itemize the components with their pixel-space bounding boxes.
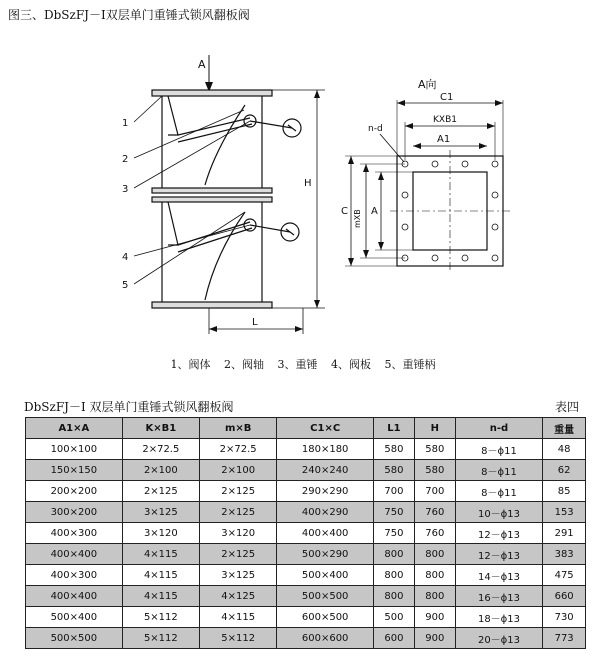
table-cell: 5×112 bbox=[200, 628, 277, 649]
table-cell: 200×200 bbox=[26, 481, 123, 502]
table-cell: 580 bbox=[374, 460, 415, 481]
table-cell: 500×400 bbox=[26, 607, 123, 628]
table-cell: 500 bbox=[374, 607, 415, 628]
table-cell: 400×290 bbox=[277, 502, 374, 523]
label-nd: n-d bbox=[368, 124, 383, 134]
table-cell: 12－ϕ13 bbox=[455, 544, 543, 565]
table-cell: 4×115 bbox=[200, 607, 277, 628]
table-cell: 2×72.5 bbox=[200, 439, 277, 460]
table-cell: 5×112 bbox=[122, 628, 199, 649]
table-cell: 500×500 bbox=[26, 628, 123, 649]
table-cell: 4×115 bbox=[122, 544, 199, 565]
table-cell: 48 bbox=[543, 439, 586, 460]
table-cell: 85 bbox=[543, 481, 586, 502]
table-cell: 153 bbox=[543, 502, 586, 523]
table-row bbox=[26, 607, 586, 628]
table-cell: 400×400 bbox=[26, 586, 123, 607]
table-cell: 3×120 bbox=[122, 523, 199, 544]
table-cell: 760 bbox=[414, 523, 455, 544]
table-cell: 8－ϕ11 bbox=[455, 439, 543, 460]
table-row bbox=[26, 565, 586, 586]
table-row bbox=[26, 586, 586, 607]
table-header-row bbox=[26, 418, 586, 439]
caption-item: 3、重锤 bbox=[277, 358, 318, 371]
table-row bbox=[26, 502, 586, 523]
table-cell: 4×115 bbox=[122, 565, 199, 586]
table-cell: 900 bbox=[414, 607, 455, 628]
table-cell: 2×100 bbox=[200, 460, 277, 481]
table-title: DbSzFJ－Ⅰ 双层单门重锤式锁风翻板阀 bbox=[24, 400, 234, 414]
label-4: 4 bbox=[122, 252, 129, 263]
table-cell: 475 bbox=[543, 565, 586, 586]
label-1: 1 bbox=[122, 118, 129, 129]
label-5: 5 bbox=[122, 280, 129, 291]
table-cell: 100×100 bbox=[26, 439, 123, 460]
table-cell: 580 bbox=[414, 460, 455, 481]
col-header: n-d bbox=[455, 418, 543, 439]
table-row bbox=[26, 481, 586, 502]
table-cell: 12－ϕ13 bbox=[455, 523, 543, 544]
label-view-a: A向 bbox=[418, 78, 437, 91]
table-body bbox=[26, 439, 586, 649]
table-cell: 800 bbox=[414, 586, 455, 607]
table-cell: 600 bbox=[374, 628, 415, 649]
table-cell: 800 bbox=[414, 565, 455, 586]
table-cell: 20－ϕ13 bbox=[455, 628, 543, 649]
table-cell: 773 bbox=[543, 628, 586, 649]
table-cell: 700 bbox=[414, 481, 455, 502]
table-label: 表四 bbox=[555, 400, 580, 414]
caption-item: 2、阀轴 bbox=[224, 358, 264, 371]
table-cell: 2×125 bbox=[122, 481, 199, 502]
table-cell: 240×240 bbox=[277, 460, 374, 481]
label-3: 3 bbox=[122, 184, 129, 195]
table-cell: 383 bbox=[543, 544, 586, 565]
table-row bbox=[26, 628, 586, 649]
label-c1: C1 bbox=[440, 92, 454, 103]
table-cell: 750 bbox=[374, 502, 415, 523]
table-cell: 3×125 bbox=[122, 502, 199, 523]
table-cell: 10－ϕ13 bbox=[455, 502, 543, 523]
table-cell: 580 bbox=[374, 439, 415, 460]
table-cell: 3×120 bbox=[200, 523, 277, 544]
table-cell: 400×300 bbox=[26, 523, 123, 544]
table-cell: 290×290 bbox=[277, 481, 374, 502]
table-cell: 180×180 bbox=[277, 439, 374, 460]
col-header: H bbox=[414, 418, 455, 439]
table-cell: 2×125 bbox=[200, 481, 277, 502]
table-cell: 600×500 bbox=[277, 607, 374, 628]
table-cell: 800 bbox=[374, 586, 415, 607]
table-cell: 500×500 bbox=[277, 586, 374, 607]
caption-item: 5、重锤柄 bbox=[384, 358, 436, 371]
table-cell: 300×200 bbox=[26, 502, 123, 523]
table-cell: 62 bbox=[543, 460, 586, 481]
table-cell: 400×400 bbox=[26, 544, 123, 565]
label-a-side: A bbox=[371, 206, 378, 217]
table-row bbox=[26, 460, 586, 481]
spec-table bbox=[25, 417, 586, 649]
table-cell: 2×72.5 bbox=[122, 439, 199, 460]
table-cell: 700 bbox=[374, 481, 415, 502]
label-kxb1: KXB1 bbox=[433, 115, 457, 125]
table-cell: 900 bbox=[414, 628, 455, 649]
col-header: m×B bbox=[200, 418, 277, 439]
label-arrow-a: A bbox=[198, 58, 206, 71]
table-cell: 600×600 bbox=[277, 628, 374, 649]
label-a1: A1 bbox=[437, 134, 451, 145]
col-header: 重量 bbox=[543, 418, 586, 439]
table-cell: 800 bbox=[414, 544, 455, 565]
caption-item: 1、阀体 bbox=[170, 358, 211, 371]
table-cell: 400×300 bbox=[26, 565, 123, 586]
table-cell: 500×290 bbox=[277, 544, 374, 565]
table-cell: 5×112 bbox=[122, 607, 199, 628]
col-header: L1 bbox=[374, 418, 415, 439]
table-cell: 800 bbox=[374, 544, 415, 565]
label-mxb: mXB bbox=[353, 209, 362, 228]
table-cell: 4×115 bbox=[122, 586, 199, 607]
col-header: K×B1 bbox=[122, 418, 199, 439]
table-cell: 3×125 bbox=[200, 565, 277, 586]
label-l: L bbox=[252, 317, 258, 328]
table-cell: 660 bbox=[543, 586, 586, 607]
col-header: A1×A bbox=[26, 418, 123, 439]
table-cell: 730 bbox=[543, 607, 586, 628]
table-cell: 500×400 bbox=[277, 565, 374, 586]
table-cell: 18－ϕ13 bbox=[455, 607, 543, 628]
table-cell: 760 bbox=[414, 502, 455, 523]
table-cell: 4×125 bbox=[200, 586, 277, 607]
figure-caption bbox=[0, 356, 606, 372]
label-2: 2 bbox=[122, 154, 129, 165]
table-cell: 8－ϕ11 bbox=[455, 481, 543, 502]
table-row bbox=[26, 439, 586, 460]
table-row bbox=[26, 523, 586, 544]
figure-title: 图三、DbSzFJ－Ⅰ双层单门重锤式锁风翻板阀 bbox=[8, 8, 250, 22]
table-cell: 580 bbox=[414, 439, 455, 460]
table-cell: 2×100 bbox=[122, 460, 199, 481]
table-cell: 750 bbox=[374, 523, 415, 544]
label-h: H bbox=[304, 178, 312, 189]
table-cell: 150×150 bbox=[26, 460, 123, 481]
label-c: C bbox=[341, 206, 348, 217]
table-row bbox=[26, 544, 586, 565]
table-cell: 2×125 bbox=[200, 502, 277, 523]
table-cell: 2×125 bbox=[200, 544, 277, 565]
table-cell: 14－ϕ13 bbox=[455, 565, 543, 586]
table-cell: 800 bbox=[374, 565, 415, 586]
table-cell: 8－ϕ11 bbox=[455, 460, 543, 481]
caption-item: 4、阀板 bbox=[331, 358, 371, 371]
col-header: C1×C bbox=[277, 418, 374, 439]
table-cell: 16－ϕ13 bbox=[455, 586, 543, 607]
table-cell: 291 bbox=[543, 523, 586, 544]
table-cell: 400×400 bbox=[277, 523, 374, 544]
